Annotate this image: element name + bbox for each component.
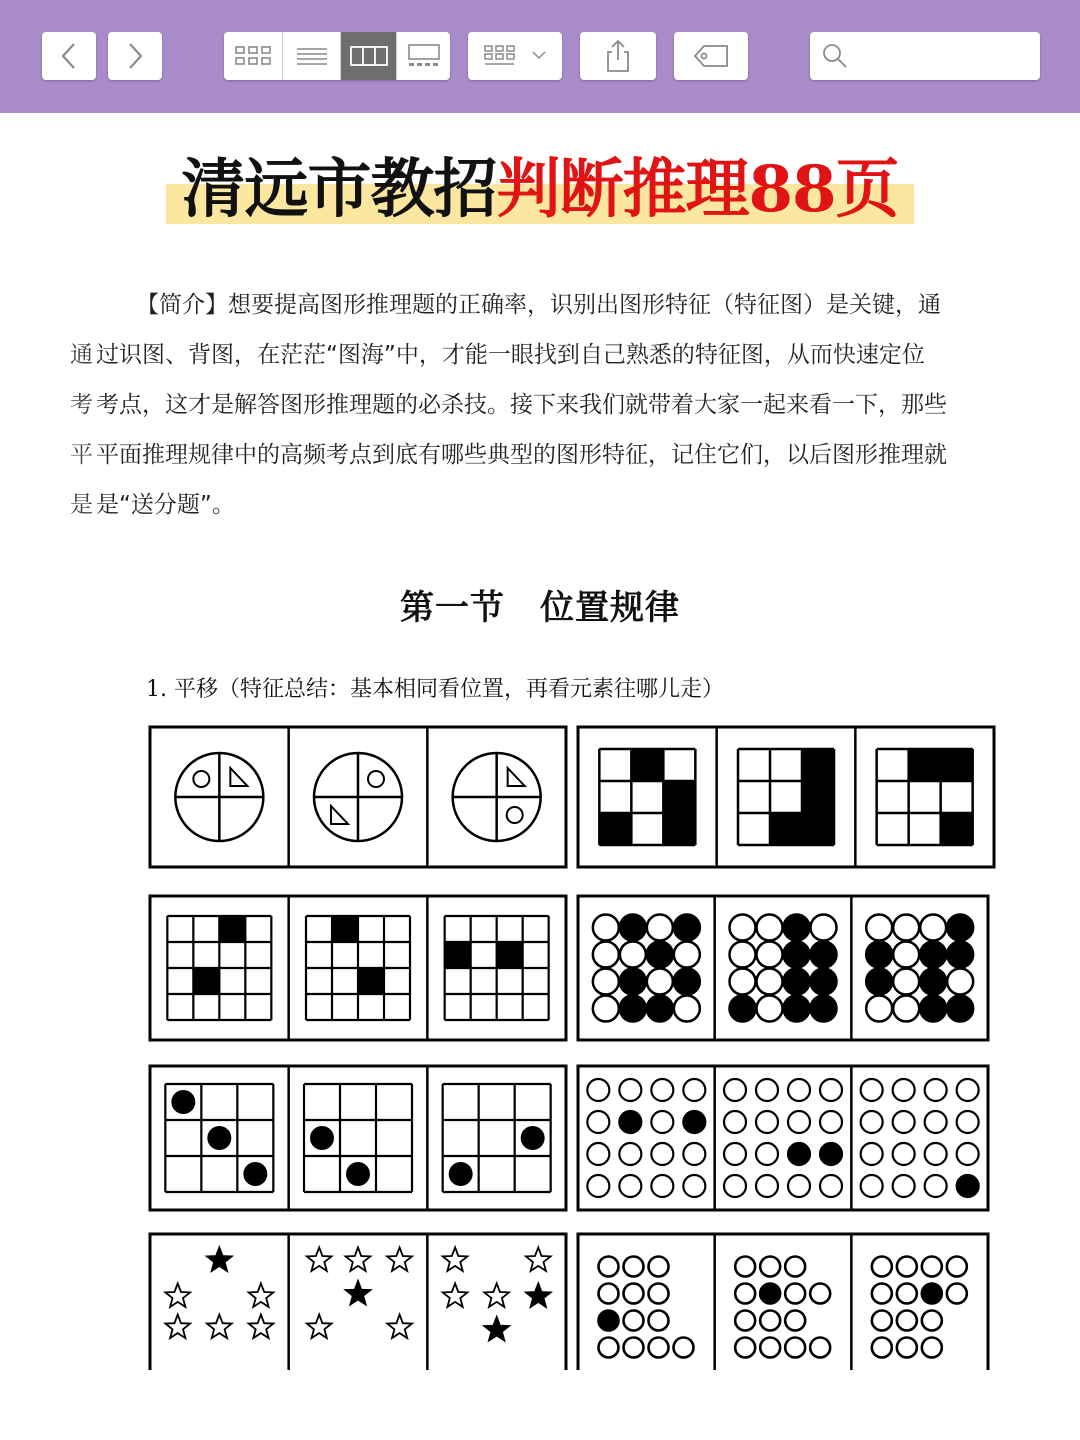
grid-dot bbox=[925, 1175, 947, 1197]
dot-cluster-cell bbox=[735, 1257, 830, 1358]
grid-circle bbox=[920, 942, 946, 968]
grid-circle bbox=[730, 969, 756, 995]
edge-char-3: 平 bbox=[70, 442, 93, 468]
grid-dot bbox=[724, 1079, 746, 1101]
black-square bbox=[219, 916, 245, 942]
intro-line-4: 平面推理规律中的高频考点到底有哪些典型的图形特征，记住它们，以后图形推理就 bbox=[96, 442, 947, 468]
grid-dot bbox=[756, 1143, 778, 1165]
ring-dot bbox=[760, 1311, 780, 1331]
title-part-red: 判断推理88页 bbox=[496, 152, 899, 227]
grid-circle bbox=[784, 969, 810, 995]
ring-dot bbox=[760, 1338, 780, 1358]
ring-dot bbox=[872, 1338, 892, 1358]
star-cell bbox=[165, 1247, 273, 1338]
outline-star bbox=[307, 1247, 332, 1271]
outline-star bbox=[443, 1247, 468, 1271]
black-square bbox=[497, 942, 523, 968]
ring-dot bbox=[624, 1311, 644, 1331]
grid-dot bbox=[788, 1143, 810, 1165]
grid-dot bbox=[957, 1111, 979, 1133]
ring-dot bbox=[599, 1257, 619, 1277]
black-ring-dot bbox=[599, 1311, 619, 1331]
grid-dot bbox=[683, 1111, 705, 1133]
black-square bbox=[802, 749, 834, 781]
grid-dot bbox=[861, 1079, 883, 1101]
grid-circle bbox=[674, 996, 700, 1022]
grid3-black-cell bbox=[738, 749, 834, 845]
ring-dot bbox=[599, 1338, 619, 1358]
circle-quadrant-group bbox=[150, 727, 566, 867]
section-title: 第一节 位置规律 bbox=[400, 588, 680, 628]
grid-circle bbox=[866, 915, 892, 941]
ring-dot bbox=[897, 1284, 917, 1304]
grid-circle bbox=[866, 942, 892, 968]
small-circle bbox=[368, 771, 384, 787]
circle-grid-group bbox=[578, 896, 988, 1040]
grid-dot bbox=[957, 1175, 979, 1197]
grid-circle bbox=[730, 915, 756, 941]
black-dot bbox=[207, 1126, 231, 1150]
grid3-black-cell bbox=[877, 749, 973, 845]
grid-circle bbox=[784, 996, 810, 1022]
black-dot bbox=[449, 1162, 473, 1186]
grid-circle bbox=[620, 915, 646, 941]
grid-dot bbox=[893, 1143, 915, 1165]
grid-circle bbox=[947, 942, 973, 968]
ring-dot bbox=[649, 1257, 669, 1277]
outline-star bbox=[484, 1283, 509, 1307]
grid-circle bbox=[757, 942, 783, 968]
black-square bbox=[802, 781, 834, 813]
grid-dot bbox=[724, 1143, 746, 1165]
grid4-black-cell bbox=[445, 916, 549, 1020]
grid-dot bbox=[651, 1079, 673, 1101]
grid-circle bbox=[620, 996, 646, 1022]
grid-dot bbox=[893, 1175, 915, 1197]
ring-dot bbox=[735, 1257, 755, 1277]
grid-dot bbox=[619, 1143, 641, 1165]
black-square bbox=[332, 916, 358, 942]
filled-star bbox=[484, 1317, 509, 1341]
ring-dot bbox=[872, 1257, 892, 1277]
grid-dot bbox=[619, 1175, 641, 1197]
grid-circle bbox=[811, 969, 837, 995]
grid-dot bbox=[893, 1111, 915, 1133]
grid-dot bbox=[756, 1175, 778, 1197]
grid-circle bbox=[674, 969, 700, 995]
black-square bbox=[941, 813, 973, 845]
ring-dot bbox=[872, 1284, 892, 1304]
black-ring-dot bbox=[760, 1284, 780, 1304]
ring-dot bbox=[624, 1284, 644, 1304]
grid-circle bbox=[620, 969, 646, 995]
ring-dot bbox=[872, 1311, 892, 1331]
ring-dot bbox=[599, 1284, 619, 1304]
black-square bbox=[631, 749, 663, 781]
outline-star bbox=[346, 1247, 371, 1271]
black-square bbox=[193, 968, 219, 994]
grid3-dot-cell bbox=[165, 1084, 273, 1192]
ring-dot bbox=[735, 1284, 755, 1304]
grid-dot bbox=[587, 1175, 609, 1197]
ring-dot bbox=[922, 1257, 942, 1277]
grid-circle bbox=[593, 969, 619, 995]
dot-grid-cell bbox=[861, 1079, 979, 1197]
ring-dot bbox=[785, 1257, 805, 1277]
grid-circle bbox=[893, 942, 919, 968]
intro-line-1: 【简介】想要提高图形推理题的正确率，识别出图形特征（特征图）是关键，通 bbox=[136, 292, 941, 318]
grid-circle bbox=[593, 915, 619, 941]
outline-star bbox=[443, 1283, 468, 1307]
grid-circle bbox=[730, 942, 756, 968]
ring-dot bbox=[735, 1338, 755, 1358]
grid-dot bbox=[820, 1175, 842, 1197]
ring-dot bbox=[735, 1311, 755, 1331]
grid3-dot-cell bbox=[443, 1084, 551, 1192]
grid-dot bbox=[820, 1143, 842, 1165]
black-square bbox=[941, 749, 973, 781]
grid-dot bbox=[619, 1079, 641, 1101]
outline-star bbox=[165, 1315, 190, 1339]
grid-circle bbox=[866, 996, 892, 1022]
ring-dot bbox=[785, 1311, 805, 1331]
grid-circle bbox=[893, 915, 919, 941]
grid4-black-cell bbox=[306, 916, 410, 1020]
ring-dot bbox=[922, 1311, 942, 1331]
outline-star bbox=[249, 1315, 274, 1339]
black-dot bbox=[521, 1126, 545, 1150]
grid-circle bbox=[647, 915, 673, 941]
grid-circle bbox=[757, 915, 783, 941]
grid-circle bbox=[620, 942, 646, 968]
dot-grid-cell bbox=[724, 1079, 842, 1197]
grid-dot bbox=[587, 1111, 609, 1133]
grid-circle bbox=[784, 942, 810, 968]
sub-heading: 1. 平移（特征总结：基本相同看位置，再看元素往哪儿走） bbox=[146, 677, 724, 702]
ring-dot bbox=[674, 1338, 694, 1358]
dot-grid-group bbox=[578, 1066, 988, 1210]
ring-dot bbox=[649, 1338, 669, 1358]
grid3-dot-group bbox=[150, 1066, 566, 1210]
ring-dot bbox=[649, 1311, 669, 1331]
grid-dot bbox=[788, 1111, 810, 1133]
grid-dot bbox=[683, 1079, 705, 1101]
ring-dot bbox=[785, 1338, 805, 1358]
edge-char-2: 考 bbox=[70, 392, 93, 418]
ring-dot bbox=[947, 1284, 967, 1304]
grid-circle bbox=[674, 915, 700, 941]
filled-star bbox=[346, 1281, 371, 1305]
dot-cluster-cell bbox=[599, 1257, 694, 1358]
edge-char-1: 通 bbox=[70, 342, 93, 368]
ring-dot bbox=[897, 1338, 917, 1358]
black-dot bbox=[171, 1090, 195, 1114]
grid-dot bbox=[861, 1175, 883, 1197]
circle-quadrant-cell bbox=[453, 753, 541, 841]
ring-dot bbox=[922, 1338, 942, 1358]
ring-dot bbox=[624, 1338, 644, 1358]
small-circle bbox=[193, 771, 209, 787]
grid-dot bbox=[651, 1175, 673, 1197]
grid-circle bbox=[920, 996, 946, 1022]
grid-circle bbox=[920, 915, 946, 941]
grid-circle bbox=[866, 969, 892, 995]
grid-dot bbox=[820, 1111, 842, 1133]
black-square bbox=[663, 781, 695, 813]
black-square bbox=[445, 942, 471, 968]
grid-dot bbox=[587, 1079, 609, 1101]
grid-circle bbox=[730, 996, 756, 1022]
black-square bbox=[909, 749, 941, 781]
grid-dot bbox=[925, 1079, 947, 1101]
black-square bbox=[358, 968, 384, 994]
grid-circle bbox=[647, 969, 673, 995]
grid-dot bbox=[925, 1143, 947, 1165]
ring-dot bbox=[947, 1257, 967, 1277]
grid-dot bbox=[724, 1175, 746, 1197]
grid-dot bbox=[893, 1079, 915, 1101]
dot-cluster-cell bbox=[872, 1257, 967, 1358]
grid-dot bbox=[756, 1111, 778, 1133]
grid-dot bbox=[683, 1175, 705, 1197]
outline-star bbox=[249, 1283, 274, 1307]
grid3-black-group bbox=[578, 727, 994, 867]
grid-circle bbox=[920, 969, 946, 995]
grid-circle bbox=[811, 942, 837, 968]
grid-dot bbox=[756, 1079, 778, 1101]
grid-dot bbox=[651, 1143, 673, 1165]
edge-char-4: 是 bbox=[70, 492, 93, 518]
black-square bbox=[599, 813, 631, 845]
grid-dot bbox=[619, 1111, 641, 1133]
outline-star bbox=[387, 1315, 412, 1339]
grid4-black-cell bbox=[167, 916, 271, 1020]
grid-dot bbox=[788, 1175, 810, 1197]
ring-dot bbox=[897, 1311, 917, 1331]
title-part-black: 清远市教招 bbox=[181, 152, 497, 227]
grid-dot bbox=[683, 1143, 705, 1165]
grid-circle bbox=[757, 969, 783, 995]
intro-line-3: 考点，这才是解答图形推理题的必杀技。接下来我们就带着大家一起来看一下，那些 bbox=[96, 392, 947, 418]
circle-grid-cell bbox=[593, 915, 700, 1022]
grid-circle bbox=[947, 969, 973, 995]
circle-grid-cell bbox=[866, 915, 973, 1022]
grid-dot bbox=[788, 1079, 810, 1101]
filled-star bbox=[207, 1247, 232, 1271]
circle-quadrant-cell bbox=[314, 753, 402, 841]
outline-star bbox=[165, 1283, 190, 1307]
outline-star bbox=[207, 1315, 232, 1339]
small-circle bbox=[507, 807, 523, 823]
grid-circle bbox=[893, 996, 919, 1022]
black-dot bbox=[310, 1126, 334, 1150]
ring-dot bbox=[810, 1284, 830, 1304]
grid-circle bbox=[593, 942, 619, 968]
ring-dot bbox=[649, 1284, 669, 1304]
ring-dot bbox=[760, 1257, 780, 1277]
grid-dot bbox=[957, 1079, 979, 1101]
filled-star bbox=[526, 1283, 551, 1307]
grid-circle bbox=[674, 942, 700, 968]
grid-circle bbox=[947, 915, 973, 941]
grid-circle bbox=[811, 915, 837, 941]
grid-circle bbox=[947, 996, 973, 1022]
grid4-black-group bbox=[150, 896, 566, 1040]
ring-dot bbox=[810, 1338, 830, 1358]
star-cell bbox=[443, 1247, 551, 1340]
grid-dot bbox=[925, 1111, 947, 1133]
grid-dot bbox=[861, 1111, 883, 1133]
grid-circle bbox=[647, 942, 673, 968]
star-cell bbox=[307, 1247, 412, 1338]
grid-circle bbox=[893, 969, 919, 995]
outline-star bbox=[387, 1247, 412, 1271]
grid-dot bbox=[957, 1143, 979, 1165]
black-dot bbox=[243, 1162, 267, 1186]
black-square bbox=[802, 813, 834, 845]
dot-grid-cell bbox=[587, 1079, 705, 1197]
grid-circle bbox=[757, 996, 783, 1022]
black-square bbox=[663, 813, 695, 845]
intro-line-5: 是“送分题”。 bbox=[96, 492, 235, 518]
ring-dot bbox=[785, 1284, 805, 1304]
black-dot bbox=[346, 1162, 370, 1186]
grid-circle bbox=[811, 996, 837, 1022]
grid-dot bbox=[861, 1143, 883, 1165]
circle-grid-cell bbox=[730, 915, 837, 1022]
grid-circle bbox=[647, 996, 673, 1022]
grid-dot bbox=[820, 1079, 842, 1101]
grid3-dot-cell bbox=[304, 1084, 412, 1192]
grid-dot bbox=[587, 1143, 609, 1165]
black-ring-dot bbox=[922, 1284, 942, 1304]
intro-line-2: 过识图、背图，在茫茫“图海”中，才能一眼找到自己熟悉的特征图，从而快速定位 bbox=[96, 342, 925, 368]
circle-quadrant-cell bbox=[175, 753, 263, 841]
outline-star bbox=[526, 1247, 551, 1271]
ring-dot bbox=[624, 1257, 644, 1277]
black-square bbox=[770, 813, 802, 845]
page-bottom-mask bbox=[0, 1370, 1080, 1440]
grid-circle bbox=[784, 915, 810, 941]
outline-star bbox=[307, 1315, 332, 1339]
grid-circle bbox=[593, 996, 619, 1022]
grid-dot bbox=[651, 1111, 673, 1133]
grid3-black-cell bbox=[599, 749, 695, 845]
ring-dot bbox=[897, 1257, 917, 1277]
grid-dot bbox=[724, 1111, 746, 1133]
